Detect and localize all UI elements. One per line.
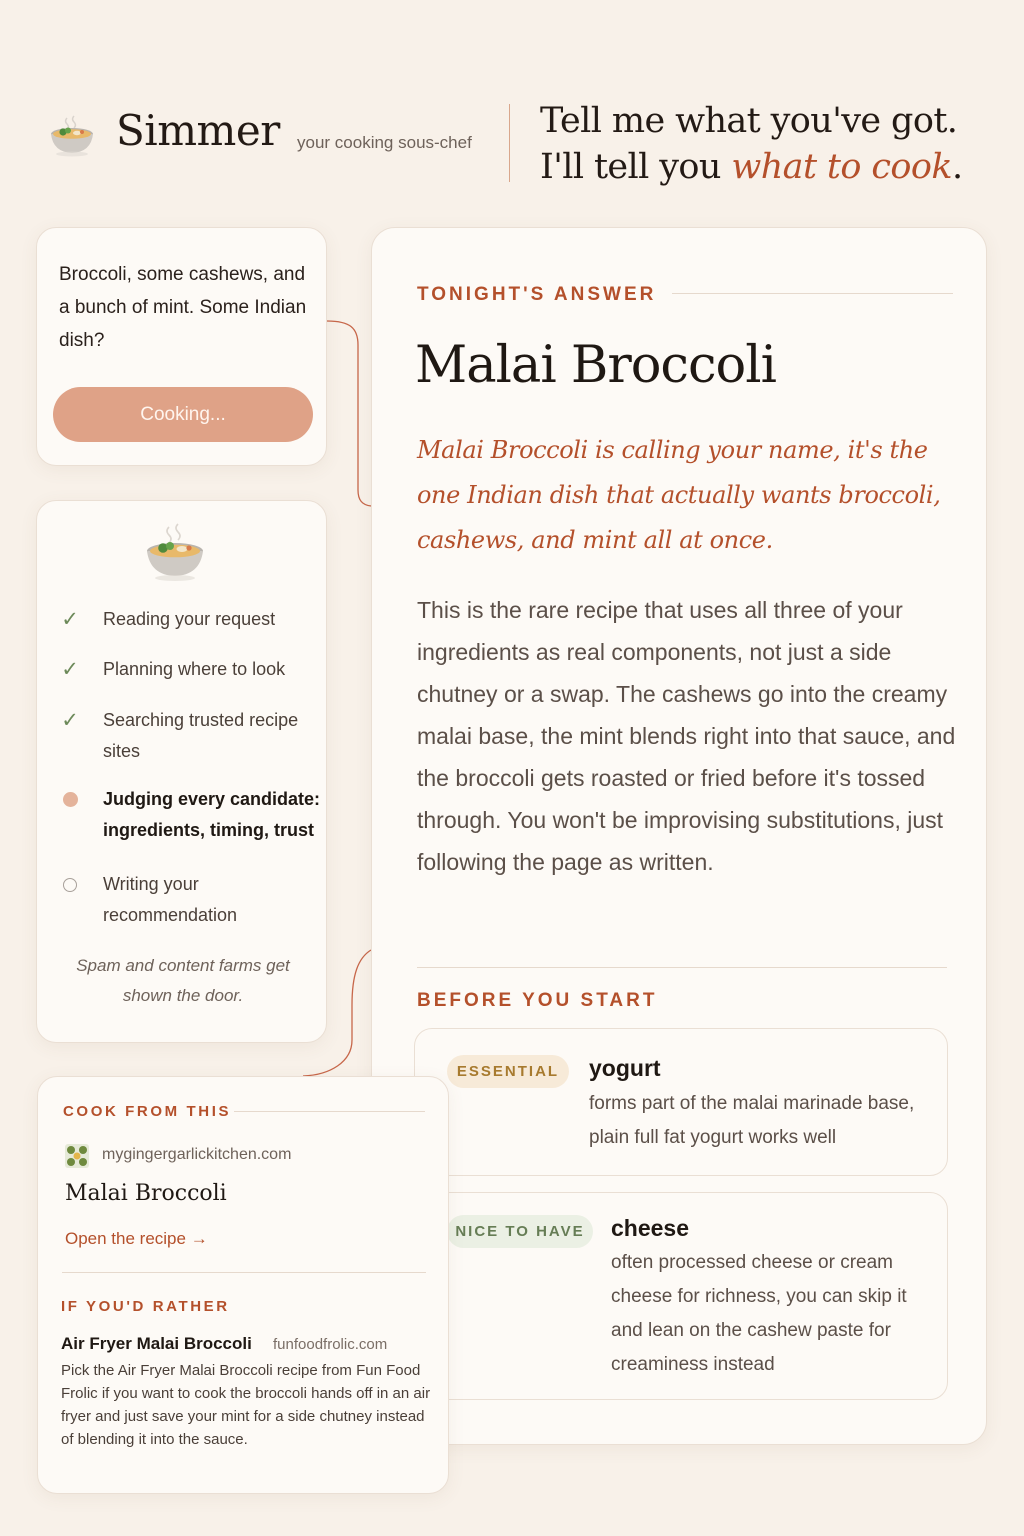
pending-circle-icon bbox=[59, 869, 81, 900]
answer-lede: Malai Broccoli is calling your name, it's the one Indian dish that actually wants broccoli, cashews, and mint all at once. bbox=[417, 436, 941, 554]
headline-accent: what to cook bbox=[731, 147, 952, 187]
brand-tagline: your cooking sous-chef bbox=[297, 133, 472, 152]
ingredient-name: cheese bbox=[611, 1215, 690, 1241]
answer-title: Malai Broccoli bbox=[415, 336, 776, 395]
cooking-pot-icon bbox=[141, 521, 209, 583]
progress-note: Spam and content farms get shown the door. bbox=[76, 956, 290, 1005]
open-recipe-link[interactable]: Open the recipe → bbox=[65, 1229, 208, 1248]
recipe-site: mygingergarlickitchen.com bbox=[102, 1146, 292, 1163]
alternative-description: Pick the Air Fryer Malai Broccoli recipe from Fun Food Frolic if you want to cook the broccoli hands off in an air fryer and just save your mint for a side chutney instead of blending it into the sauce. bbox=[61, 1362, 431, 1448]
ingredient-card bbox=[414, 1028, 948, 1176]
progress-step bbox=[59, 604, 321, 635]
alternative-site: funfoodfrolic.com bbox=[273, 1336, 388, 1353]
nice-to-have-badge: NICE TO HAVE bbox=[447, 1215, 593, 1248]
headline-prefix: I'll tell you bbox=[540, 147, 732, 187]
headline bbox=[540, 98, 1010, 190]
cooking-pot-icon bbox=[46, 112, 98, 158]
kicker-rule bbox=[672, 293, 953, 294]
progress-step-label: Reading your request bbox=[103, 609, 276, 629]
answer-body: This is the rare recipe that uses all three of your ingredients as real components, not just a side chutney or a swap. The cashews go into the creamy malai base, the mint blends right into that sauce, and the broccoli gets roasted or fried before it's tossed through. You won't be improvising substitutions, just following the page as written. bbox=[417, 597, 956, 875]
kicker-rule bbox=[234, 1111, 425, 1112]
header-divider bbox=[509, 104, 510, 182]
active-dot-icon bbox=[59, 784, 81, 815]
request-text: Broccoli, some cashews, and a bunch of mint. Some Indian dish? bbox=[59, 264, 307, 351]
alternative-title[interactable]: Air Fryer Malai Broccoli bbox=[61, 1334, 252, 1353]
before-you-start-kicker: BEFORE YOU START bbox=[417, 990, 658, 1011]
progress-step-active bbox=[59, 784, 321, 846]
request-card bbox=[36, 227, 327, 466]
check-icon: ✓ bbox=[61, 709, 79, 732]
headline-line-2 bbox=[540, 144, 1010, 190]
progress-step-label: Writing your recommendation bbox=[103, 874, 238, 925]
answer-card bbox=[371, 227, 987, 1445]
ingredient-card bbox=[414, 1192, 948, 1400]
headline-suffix: . bbox=[951, 147, 963, 187]
cook-from-this-card bbox=[37, 1076, 449, 1494]
check-icon: ✓ bbox=[61, 658, 79, 681]
progress-card bbox=[36, 500, 327, 1043]
section-divider bbox=[417, 967, 947, 968]
ingredient-name: yogurt bbox=[589, 1055, 661, 1081]
ingredient-description: forms part of the malai marinade base, plain full fat yogurt works well bbox=[589, 1093, 915, 1148]
headline-line-1: Tell me what you've got. bbox=[540, 101, 958, 141]
ingredient-description: often processed cheese or cream cheese for richness, you can skip it and lean on the cashew paste for creaminess instead bbox=[611, 1252, 907, 1375]
progress-step bbox=[59, 654, 321, 685]
brand-name: Simmer bbox=[116, 106, 280, 155]
progress-step bbox=[59, 705, 321, 767]
essential-badge: ESSENTIAL bbox=[447, 1055, 569, 1088]
progress-step-pending bbox=[59, 869, 321, 931]
section-divider bbox=[62, 1272, 426, 1273]
alternative-kicker: IF YOU'D RATHER bbox=[61, 1298, 230, 1315]
cooking-button[interactable]: Cooking... bbox=[53, 387, 313, 442]
recipe-title: Malai Broccoli bbox=[65, 1181, 227, 1206]
progress-step-label: Planning where to look bbox=[103, 659, 286, 679]
answer-kicker: TONIGHT'S ANSWER bbox=[417, 284, 657, 305]
progress-step-label: Searching trusted recipe sites bbox=[103, 710, 299, 761]
check-icon: ✓ bbox=[61, 608, 79, 631]
site-favicon-icon bbox=[64, 1143, 90, 1169]
cook-kicker: COOK FROM THIS bbox=[63, 1103, 232, 1120]
progress-step-label: Judging every candidate: ingredients, timing, trust bbox=[103, 789, 321, 840]
